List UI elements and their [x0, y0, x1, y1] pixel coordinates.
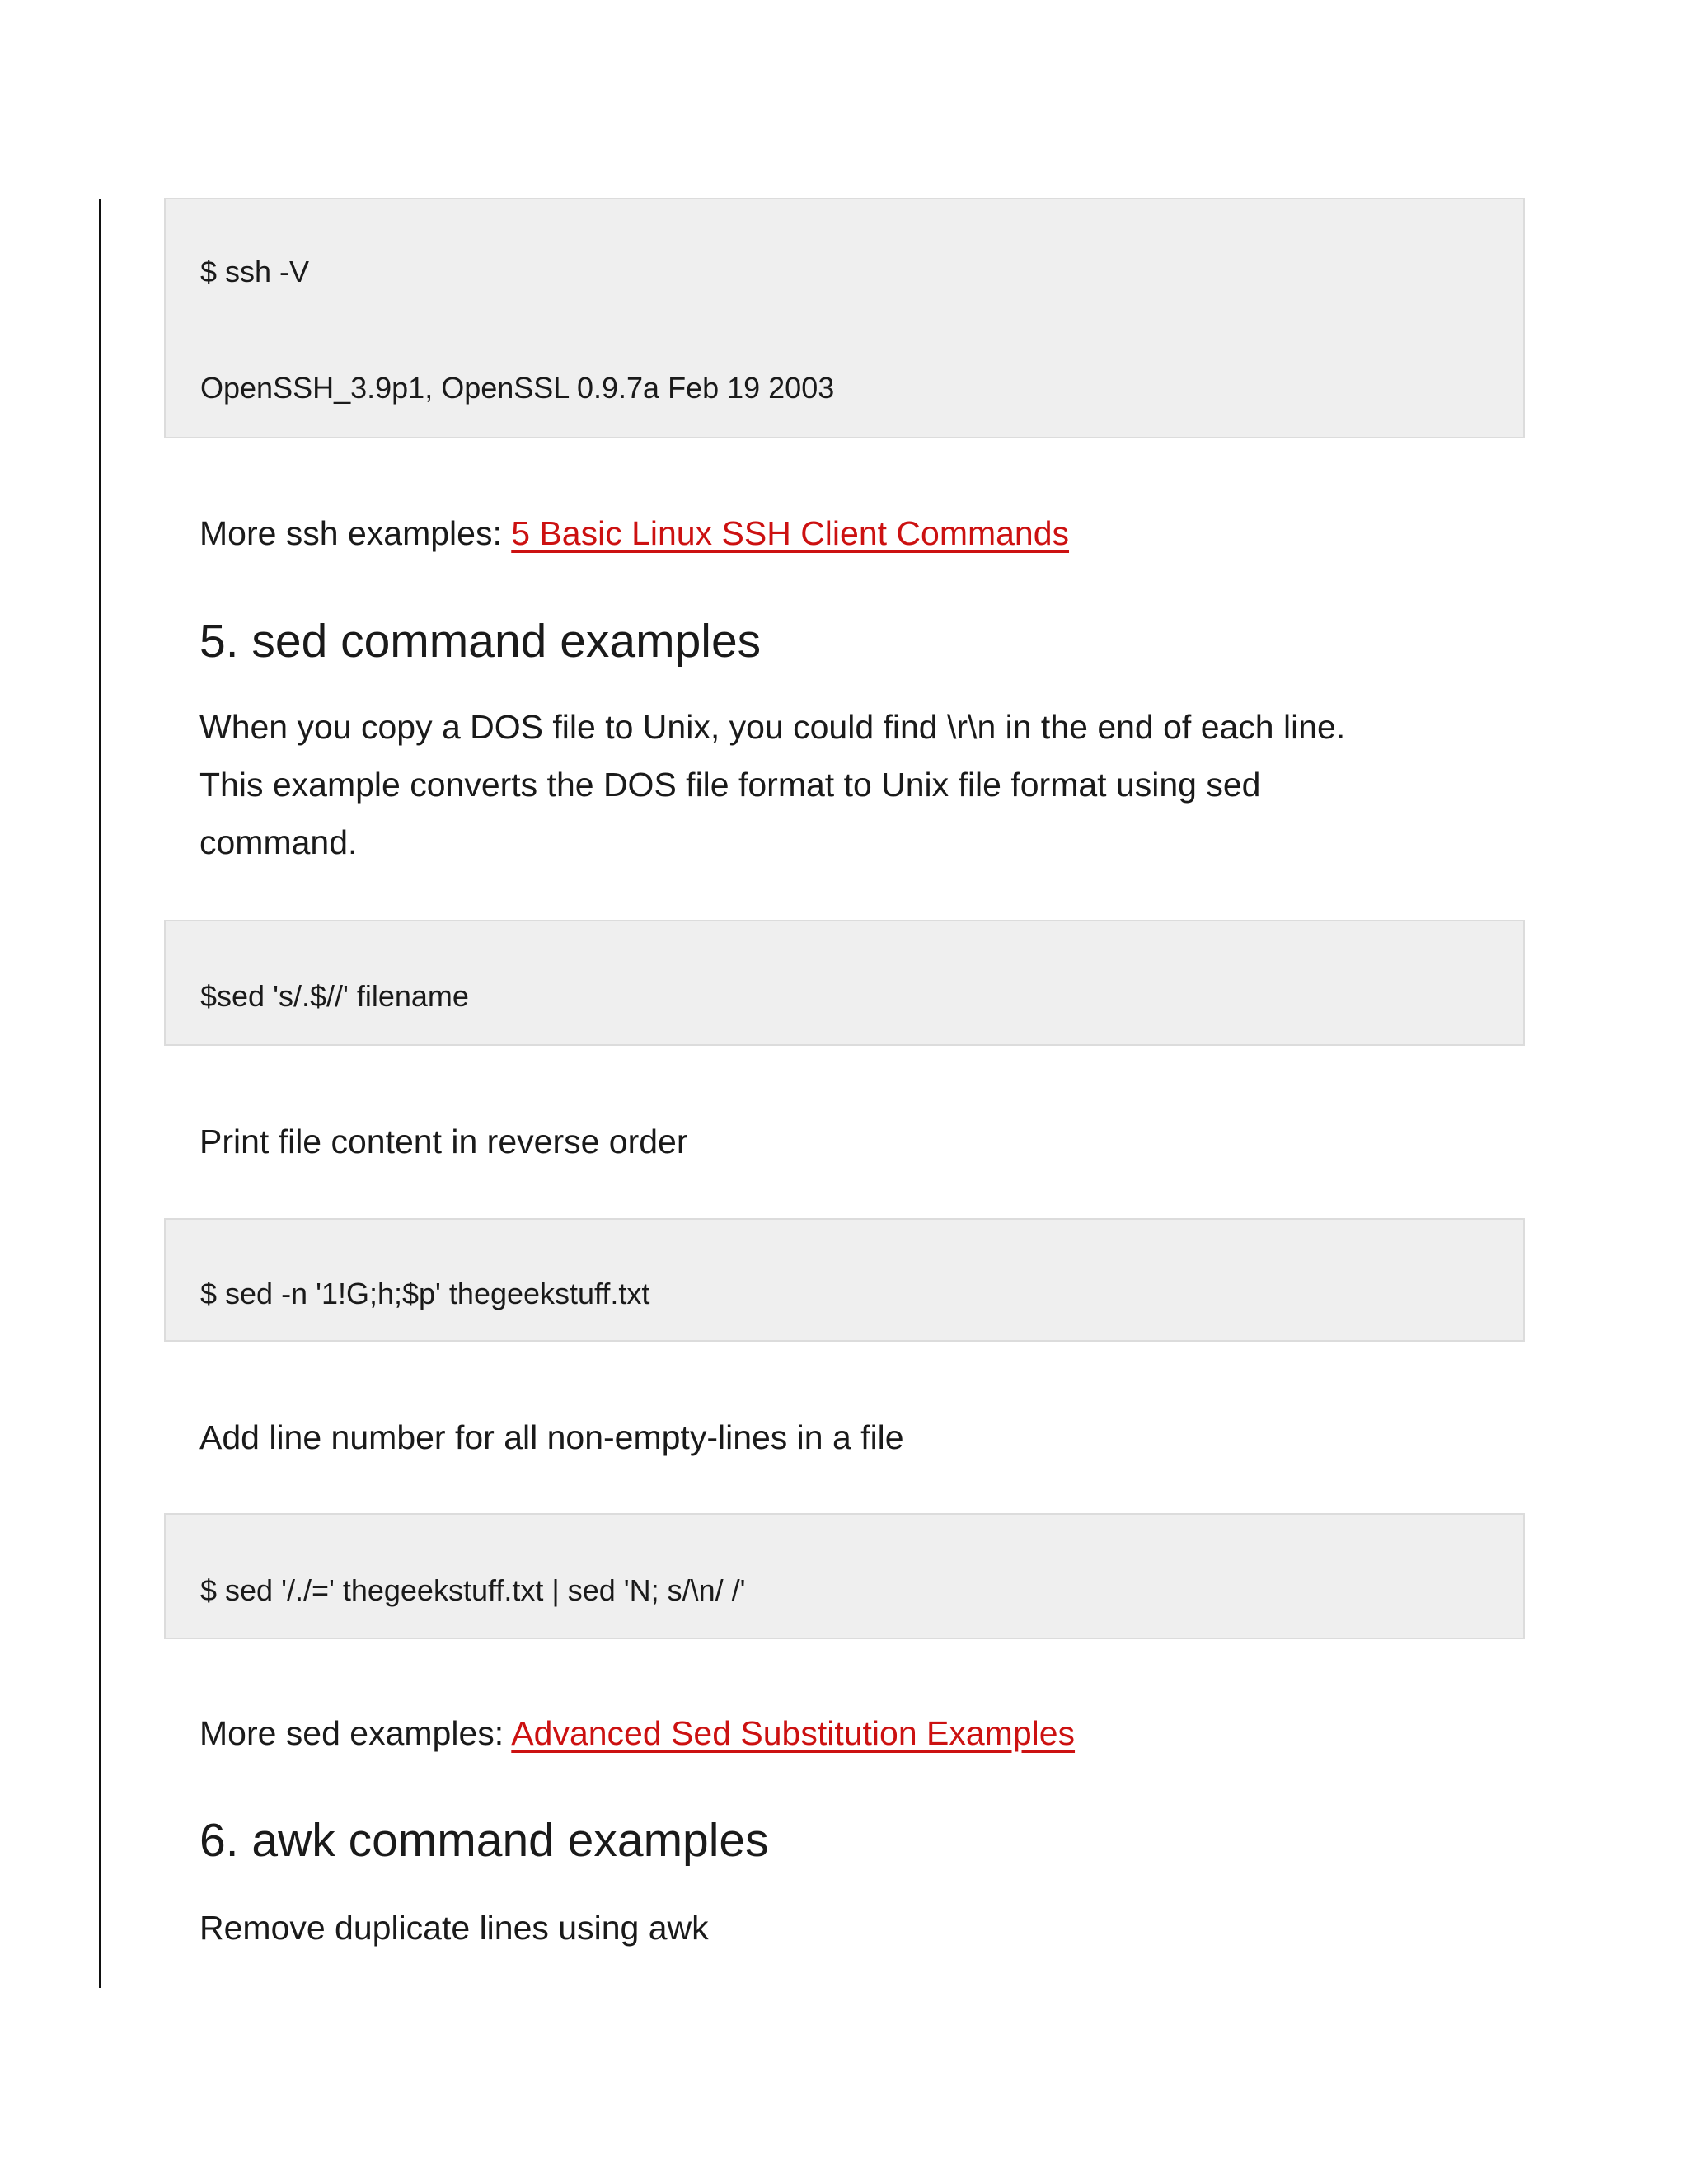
more-ssh-prefix: More ssh examples:	[199, 514, 512, 552]
left-border-rule	[99, 199, 101, 1988]
section-5-paragraph-line: This example converts the DOS file format to Unix file format using sed	[199, 766, 1261, 804]
section-6-heading: 6. awk command examples	[199, 1814, 769, 1867]
code-line: $ sed -n '1!G;h;$p' thegeekstuff.txt	[200, 1277, 650, 1310]
code-block-ssh-version	[164, 198, 1525, 438]
line-number-description: Add line number for all non-empty-lines in a file	[199, 1418, 904, 1456]
section-5-paragraph-line: When you copy a DOS file to Unix, you could find \r\n in the end of each line.	[199, 708, 1346, 746]
code-block-sed-reverse	[164, 1218, 1525, 1342]
more-sed-prefix: More sed examples:	[199, 1714, 512, 1752]
code-line: $ ssh -V	[200, 255, 310, 288]
more-ssh-examples	[199, 504, 1069, 562]
code-block-sed-line-numbers	[164, 1513, 1525, 1639]
code-line: $sed 's/.$//' filename	[200, 979, 469, 1013]
section-5-paragraph-line: command.	[199, 823, 358, 861]
reverse-order-description: Print file content in reverse order	[199, 1122, 688, 1160]
section-5-heading: 5. sed command examples	[199, 615, 762, 668]
code-line: $ sed '/./=' thegeekstuff.txt | sed 'N; s/\n/ /'	[200, 1573, 746, 1607]
code-line: OpenSSH_3.9p1, OpenSSL 0.9.7a Feb 19 2003	[200, 371, 835, 405]
sed-substitution-link[interactable]: Advanced Sed Substitution Examples	[511, 1714, 1076, 1752]
code-block-sed-dos2unix	[164, 920, 1525, 1046]
ssh-commands-link[interactable]: 5 Basic Linux SSH Client Commands	[511, 514, 1070, 552]
awk-duplicate-description: Remove duplicate lines using awk	[199, 1909, 709, 1947]
more-sed-examples	[199, 1704, 1075, 1762]
